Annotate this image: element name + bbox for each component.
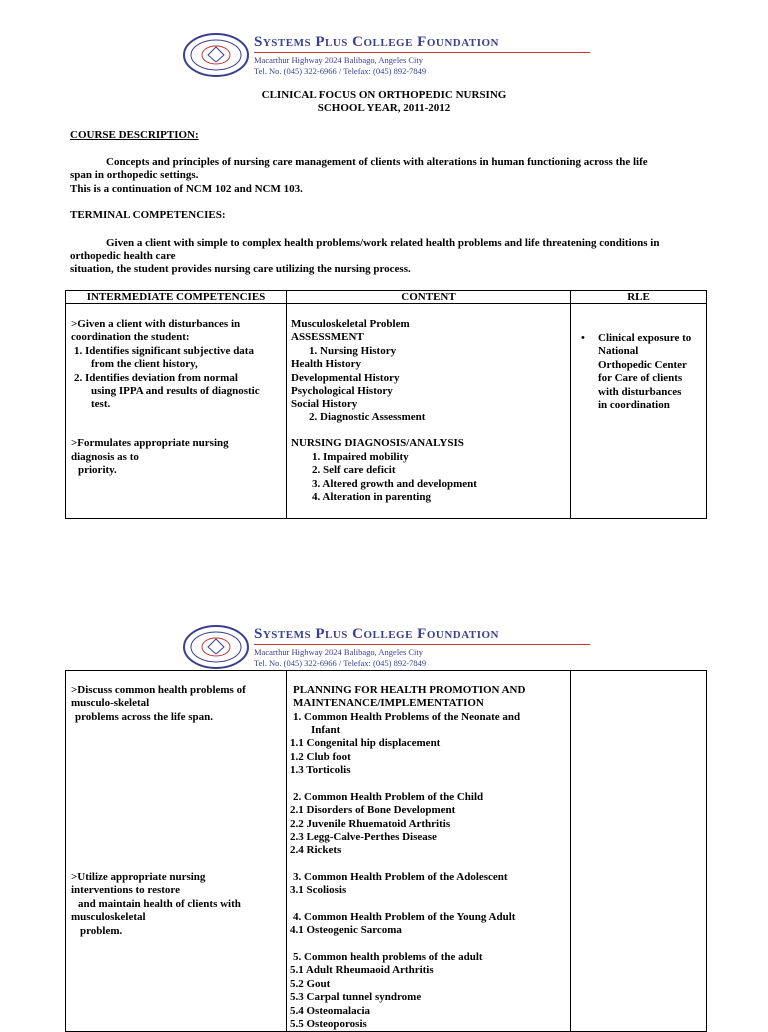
course-description-line: span in orthopedic settings. bbox=[70, 169, 199, 181]
course-description-line: This is a continuation of NCM 102 and NCM 103. bbox=[70, 183, 303, 195]
college-address: Macarthur Highway 2024 Balibago, Angeles City bbox=[254, 55, 424, 65]
college-name: Systems Plus College Foundation bbox=[254, 626, 499, 642]
list-item: interventions to restore bbox=[71, 884, 180, 896]
terminal-competencies-heading: TERMINAL COMPETENCIES: bbox=[70, 209, 226, 221]
column-header-content: CONTENT bbox=[287, 291, 571, 304]
list-item: Social History bbox=[291, 398, 358, 410]
list-item: from the client history, bbox=[91, 358, 198, 370]
college-address: Macarthur Highway 2024 Balibago, Angeles City bbox=[254, 647, 424, 657]
list-item: 4. Common Health Problem of the Young Adult bbox=[293, 911, 516, 923]
content-cell bbox=[287, 671, 571, 1032]
course-description-heading: COURSE DESCRIPTION: bbox=[70, 129, 199, 141]
school-year: SCHOOL YEAR, 2011-2012 bbox=[317, 102, 451, 114]
letterhead bbox=[182, 32, 592, 80]
terminal-competencies-line: situation, the student provides nursing care utilizing the nursing process. bbox=[70, 263, 411, 275]
list-item: 1.2 Club foot bbox=[290, 751, 351, 763]
list-item: 3. Altered growth and development bbox=[312, 478, 477, 490]
list-item: 3.1 Scoliosis bbox=[290, 884, 347, 896]
list-item: 5.3 Carpal tunnel syndrome bbox=[290, 991, 422, 1003]
list-item: 2.4 Rickets bbox=[290, 844, 342, 856]
list-item: diagnosis as to bbox=[71, 451, 139, 463]
bullet-icon: • bbox=[581, 332, 585, 344]
list-item: Developmental History bbox=[291, 372, 400, 384]
list-item: 2. Self care deficit bbox=[312, 464, 396, 476]
list-item: 2. Diagnostic Assessment bbox=[309, 411, 426, 423]
content-cell bbox=[287, 304, 571, 519]
list-item: and maintain health of clients with bbox=[78, 898, 241, 910]
list-item: coordination the student: bbox=[71, 331, 190, 343]
list-item: 5.1 Adult Rheumaoid Arthritis bbox=[290, 964, 434, 976]
list-item: for Care of clients bbox=[598, 372, 683, 384]
list-item: 1. Identifies significant subjective data bbox=[74, 345, 254, 357]
list-item: 4.1 Osteogenic Sarcoma bbox=[290, 924, 402, 936]
rle-cell bbox=[571, 671, 707, 1032]
list-item: 5.2 Gout bbox=[290, 978, 331, 990]
list-item: musculo-skeletal bbox=[71, 697, 150, 709]
list-item: in coordination bbox=[598, 399, 670, 411]
table-row bbox=[66, 304, 707, 519]
course-description-line: Concepts and principles of nursing care management of clients with alterations in human functioning across the life bbox=[106, 156, 648, 168]
college-seal-icon bbox=[182, 32, 250, 78]
terminal-competencies-line: orthopedic health care bbox=[70, 250, 176, 262]
list-item: Psychological History bbox=[291, 385, 393, 397]
document-title: CLINICAL FOCUS ON ORTHOPEDIC NURSING bbox=[261, 89, 507, 101]
intermediate-competencies-cell bbox=[66, 304, 287, 519]
list-item: 5.5 Osteoporosis bbox=[290, 1018, 367, 1030]
list-item: 1. Impaired mobility bbox=[312, 451, 409, 463]
list-item: 1. Nursing History bbox=[309, 345, 397, 357]
header-rule bbox=[254, 644, 590, 645]
list-item: problems across the life span. bbox=[75, 711, 214, 723]
list-item: 4. Alteration in parenting bbox=[312, 491, 431, 503]
list-item: Musculoskeletal Problem bbox=[291, 318, 410, 330]
table-header-row bbox=[66, 291, 707, 304]
list-item: using IPPA and results of diagnostic bbox=[91, 385, 260, 397]
header-rule bbox=[254, 52, 590, 53]
list-item: Infant bbox=[311, 724, 341, 736]
list-item: test. bbox=[91, 398, 111, 410]
list-item: 5.4 Osteomalacia bbox=[290, 1005, 371, 1017]
list-item: >Given a client with disturbances in bbox=[71, 318, 241, 330]
list-item: 5. Common health problems of the adult bbox=[293, 951, 483, 963]
list-item: >Formulates appropriate nursing bbox=[71, 437, 229, 449]
list-item: ASSESSMENT bbox=[291, 331, 364, 343]
list-item: >Discuss common health problems of bbox=[71, 684, 246, 696]
list-item: Clinical exposure to bbox=[598, 332, 692, 344]
competencies-table-continued bbox=[65, 670, 707, 1032]
table-row bbox=[66, 671, 707, 1032]
list-item: PLANNING FOR HEALTH PROMOTION AND bbox=[293, 684, 526, 696]
intermediate-competencies-cell bbox=[66, 671, 287, 1032]
college-contact: Tel. No. (045) 322-6966 / Telefax: (045) 892-7849 bbox=[254, 658, 427, 668]
list-item: Orthopedic Center bbox=[598, 359, 687, 371]
list-item: 2. Common Health Problem of the Child bbox=[293, 791, 484, 803]
college-contact: Tel. No. (045) 322-6966 / Telefax: (045) 892-7849 bbox=[254, 66, 427, 76]
list-item: 1.3 Torticolis bbox=[290, 764, 351, 776]
competencies-table bbox=[65, 290, 707, 519]
college-name: Systems Plus College Foundation bbox=[254, 34, 499, 50]
list-item: NURSING DIAGNOSIS/ANALYSIS bbox=[291, 437, 464, 449]
rle-cell bbox=[571, 304, 707, 519]
terminal-competencies-line: Given a client with simple to complex health problems/work related health problems and life threatening conditions in bbox=[106, 237, 660, 249]
list-item: Health History bbox=[291, 358, 361, 370]
list-item: 1. Common Health Problems of the Neonate and bbox=[293, 711, 521, 723]
list-item: musculoskeletal bbox=[71, 911, 146, 923]
list-item: MAINTENANCE/IMPLEMENTATION bbox=[293, 697, 484, 709]
list-item: National bbox=[598, 345, 639, 357]
list-item: 1.1 Congenital hip displacement bbox=[290, 737, 441, 749]
letterhead bbox=[182, 624, 592, 672]
list-item: 3. Common Health Problem of the Adolescent bbox=[293, 871, 508, 883]
list-item: >Utilize appropriate nursing bbox=[71, 871, 206, 883]
list-item: with disturbances bbox=[598, 386, 682, 398]
list-item: 2.1 Disorders of Bone Development bbox=[290, 804, 456, 816]
college-seal-icon bbox=[182, 624, 250, 670]
list-item: priority. bbox=[78, 464, 117, 476]
list-item: 2. Identifies deviation from normal bbox=[74, 372, 238, 384]
list-item: 2.3 Legg-Calve-Perthes Disease bbox=[290, 831, 437, 843]
column-header-rle: RLE bbox=[571, 291, 707, 304]
list-item: problem. bbox=[80, 925, 123, 937]
column-header-intermediate: INTERMEDIATE COMPETENCIES bbox=[66, 291, 287, 304]
list-item: 2.2 Juvenile Rhuematoid Arthritis bbox=[290, 818, 451, 830]
